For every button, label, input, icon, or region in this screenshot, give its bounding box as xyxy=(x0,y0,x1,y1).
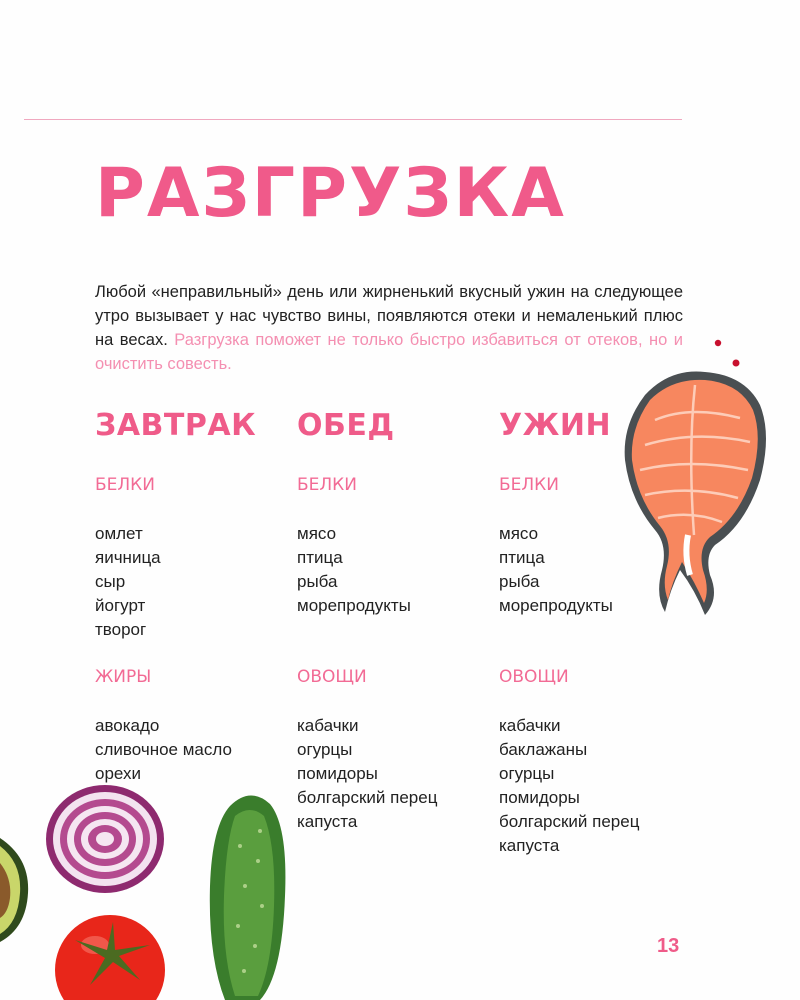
food-list xyxy=(499,714,699,858)
column-title: ОБЕД xyxy=(297,408,395,443)
list-item: рыба xyxy=(297,572,338,591)
list-item: сливочное масло xyxy=(95,740,232,759)
food-list xyxy=(95,714,295,786)
list-item: авокадо xyxy=(95,716,160,735)
food-list xyxy=(297,522,497,618)
list-item: капуста xyxy=(499,836,560,855)
tomato-image xyxy=(55,910,175,1000)
column-title: ЗАВТРАК xyxy=(95,408,257,443)
section-label: ЖИРЫ xyxy=(95,667,152,687)
list-item: рыба xyxy=(499,572,540,591)
section-label: БЕЛКИ xyxy=(499,475,559,495)
top-divider xyxy=(24,119,682,120)
list-item: помидоры xyxy=(297,764,378,783)
pepper-dot xyxy=(733,360,740,367)
list-item: баклажаны xyxy=(499,740,588,759)
section-label: ОВОЩИ xyxy=(499,667,569,687)
pepper-dot xyxy=(715,340,721,346)
list-item: птица xyxy=(297,548,343,567)
list-item: огурцы xyxy=(297,740,353,759)
list-item: орехи xyxy=(95,764,141,783)
list-item: морепродукты xyxy=(297,596,411,615)
list-item: птица xyxy=(499,548,545,567)
section-label: БЕЛКИ xyxy=(95,475,155,495)
intro-paragraph xyxy=(95,280,683,376)
list-item: творог xyxy=(95,620,147,639)
list-item: капуста xyxy=(297,812,358,831)
list-item: помидоры xyxy=(499,788,580,807)
page-title: РАЗГРУЗКА xyxy=(95,154,566,233)
list-item: болгарский перец xyxy=(499,812,640,831)
list-item: болгарский перец xyxy=(297,788,438,807)
list-item: йогурт xyxy=(95,596,146,615)
list-item: морепродукты xyxy=(499,596,613,615)
intro-highlight-text: Разгрузка поможет не только быстро избавиться от отеков, но и очистить совесть. xyxy=(95,331,684,373)
cucumber-image xyxy=(200,786,300,1000)
section-label: БЕЛКИ xyxy=(297,475,357,495)
red-onion-slice-image xyxy=(44,783,166,895)
column-title: УЖИН xyxy=(499,408,612,443)
list-item: мясо xyxy=(499,524,539,543)
section-label: ОВОЩИ xyxy=(297,667,367,687)
salmon-steak-image xyxy=(610,330,790,630)
avocado-image xyxy=(0,838,30,942)
column-lunch xyxy=(297,408,497,858)
list-item: яичница xyxy=(95,548,161,567)
list-item: кабачки xyxy=(297,716,359,735)
list-item: кабачки xyxy=(499,716,561,735)
list-item: омлет xyxy=(95,524,143,543)
food-list xyxy=(95,522,295,642)
column-breakfast xyxy=(95,408,295,810)
food-list xyxy=(297,714,497,834)
list-item: мясо xyxy=(297,524,337,543)
intro-main-text: Любой «неправильный» день или жирненький вкусный ужин на следующее утро вызывает у нас чувство вины, появляются отеки и немаленький плюс на весах. xyxy=(95,283,683,349)
page-number: 13 xyxy=(657,935,680,957)
list-item: сыр xyxy=(95,572,126,591)
salmon-backbone xyxy=(686,535,690,575)
list-item: огурцы xyxy=(499,764,555,783)
